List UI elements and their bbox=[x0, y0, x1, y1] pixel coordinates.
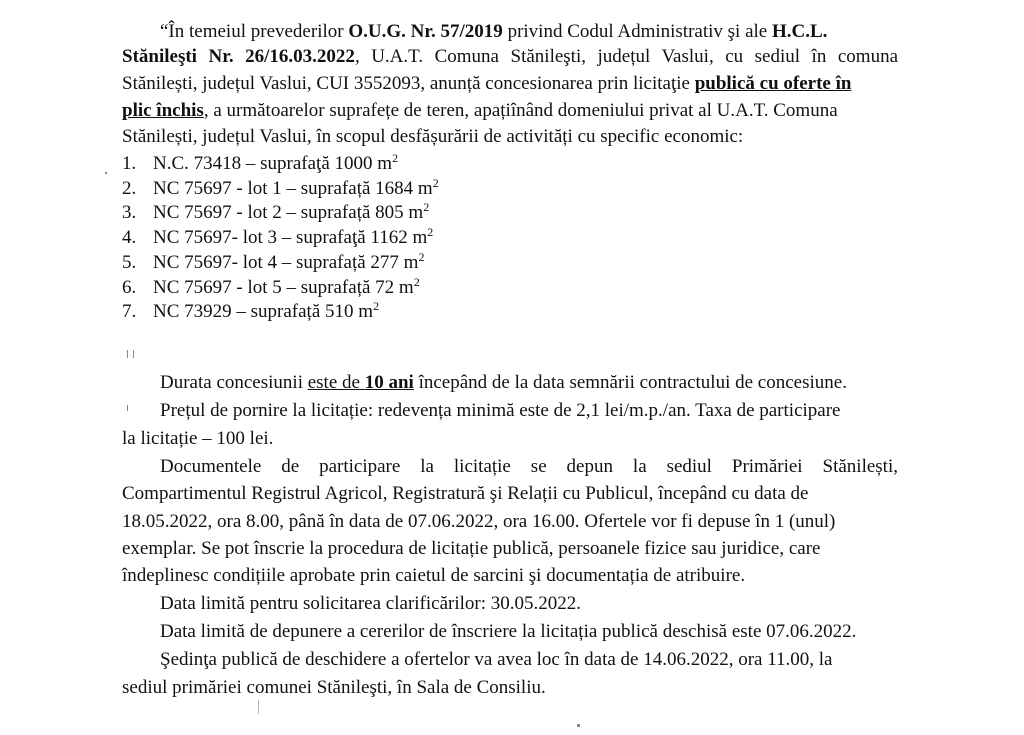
scan-speck bbox=[105, 172, 107, 174]
list-item: 2. NC 75697 - lot 1 – suprafață 1684 $m^2$ bbox=[122, 175, 439, 199]
duration-underlined: este de 10 ani bbox=[307, 372, 414, 393]
documents-line-1: Documentele de participare la licitație se depun la sediul Primăriei Stănilești, bbox=[160, 456, 898, 477]
intro-text: privind Codul Administrativ şi ale bbox=[502, 21, 772, 42]
documents-line-3: 18.05.2022, ora 8.00, până în data de 07.06.2022, ora 16.00. Ofertele vor fi depuse în 1 (unul) bbox=[122, 511, 836, 532]
intro-text: , a următoarelor suprafețe de teren, apațiînând domeniului privat al U.A.T. Comuna bbox=[203, 100, 838, 121]
session-line-2: sediul primăriei comunei Stănileşti, în Sala de Consiliu. bbox=[122, 677, 546, 698]
scan-speck bbox=[577, 724, 580, 727]
intro-text: Stănilești, județul Vaslui, în scopul desfășurării de activități cu specific economic: bbox=[122, 126, 744, 147]
documents-line-4: exemplar. Se pot înscrie la procedura de licitație publică, persoanele fizice sau juridice, care bbox=[122, 538, 821, 559]
intro-line-4 bbox=[122, 99, 838, 123]
list-item: 5. NC 75697- lot 4 – suprafață 277 $m^2$ bbox=[122, 249, 425, 273]
documents-line-5: îndeplinesc condițiile aprobate prin caietul de sarcini şi documentația de atribuire. bbox=[122, 565, 746, 586]
intro-hcl-number: Stănileşti Nr. 26/16.03.2022 bbox=[122, 46, 355, 67]
session-line-1: Şedinţa publică de deschidere a ofertelor va avea loc în data de 14.06.2022, ora 11.00, la bbox=[160, 649, 833, 670]
submission-deadline: Data limită de depunere a cererilor de înscriere la licitația publică deschisă este 07.06.2022. bbox=[160, 621, 857, 642]
scan-speck bbox=[258, 700, 259, 714]
intro-text: , U.A.T. Comuna Stănileşti, județul Vaslui, cu sediul în comuna bbox=[354, 46, 899, 67]
intro-sealed-envelope: plic închis bbox=[122, 100, 204, 121]
duration-line: Durata concesiunii este de 10 ani începând de la data semnării contractului de concesiune. bbox=[160, 372, 847, 393]
clarifications-deadline: Data limită pentru solicitarea clarificărilor: 30.05.2022. bbox=[160, 593, 582, 614]
intro-hcl: H.C.L. bbox=[771, 21, 828, 42]
intro-text: “În temeiul prevederilor bbox=[160, 21, 349, 42]
intro-text: Stănilești, județul Vaslui, CUI 3552093, anunță concesionarea prin licitaţie bbox=[122, 73, 690, 94]
list-item: 3. NC 75697 - lot 2 – suprafață 805 $m^2$ bbox=[122, 200, 430, 224]
duration-years: 10 ani bbox=[364, 372, 414, 393]
list-item: 6. NC 75697 - lot 5 – suprafață 72 $m^2$ bbox=[122, 274, 420, 298]
intro-line-1 bbox=[160, 20, 827, 44]
scan-speck bbox=[127, 405, 128, 411]
intro-public-offer: publică cu oferte în bbox=[694, 73, 852, 94]
intro-line-5 bbox=[122, 125, 743, 149]
list-item: 7. NC 73929 – suprafață 510 $m^2$ bbox=[122, 299, 380, 323]
scan-speck bbox=[133, 350, 134, 358]
list-item: 1. N.C. 73418 – suprafaţă 1000 $m^2$ bbox=[122, 151, 399, 174]
scan-speck bbox=[127, 350, 128, 358]
intro-line-3 bbox=[122, 72, 851, 96]
price-line-2: la licitație – 100 lei. bbox=[122, 428, 274, 449]
intro-line-2 bbox=[122, 45, 898, 69]
documents-line-2: Compartimentul Registrul Agricol, Registratură şi Relații cu Publicul, începând cu data de bbox=[122, 483, 809, 504]
parcel-list bbox=[122, 152, 439, 325]
price-line-1: Prețul de pornire la licitație: redevența minimă este de 2,1 lei/m.p./an. Taxa de participare bbox=[160, 400, 841, 421]
list-item: 4. NC 75697- lot 3 – suprafaţă 1162 $m^2$ bbox=[122, 225, 434, 249]
intro-ordinance: O.U.G. Nr. 57/2019 bbox=[348, 21, 503, 42]
